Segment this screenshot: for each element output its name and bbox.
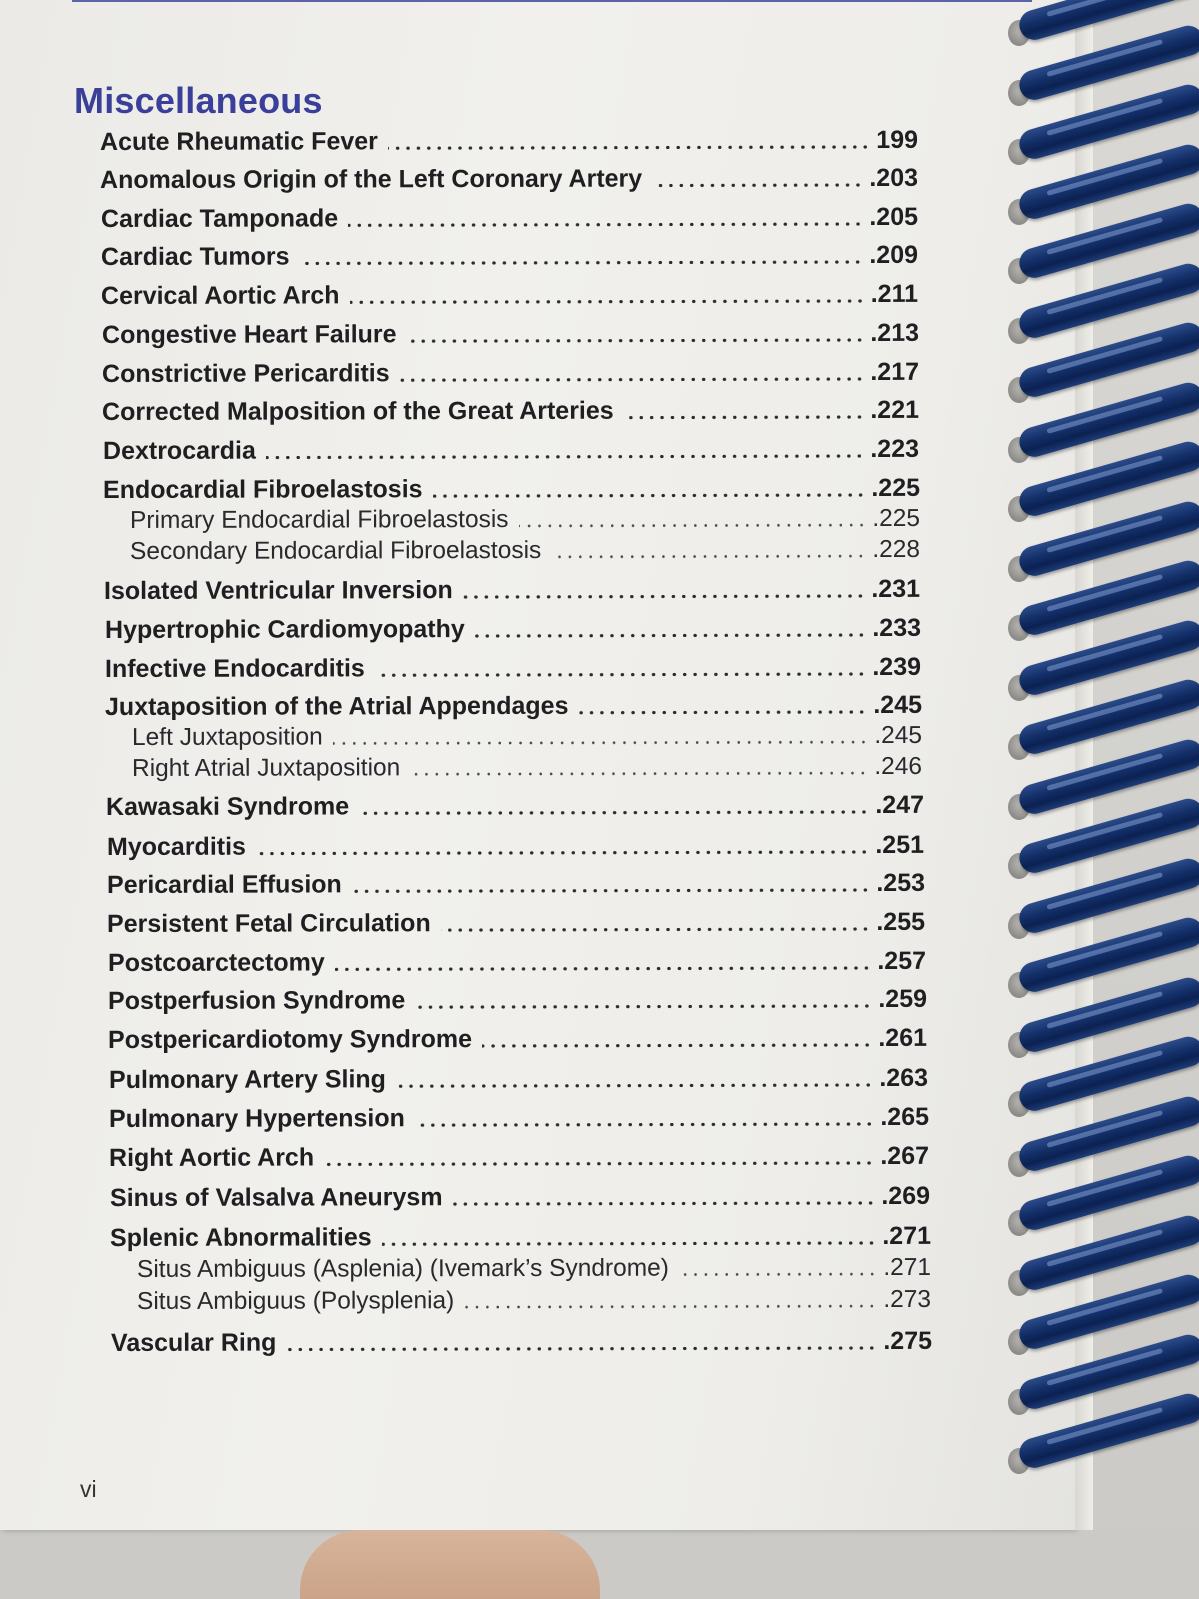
dot-leader xyxy=(359,810,869,815)
toc-entry xyxy=(108,947,926,978)
toc-entry-title: Situs Ambiguus (Polysplenia) xyxy=(136,1287,455,1315)
toc-entry-page: .255 xyxy=(876,907,926,936)
dot-leader xyxy=(519,523,867,528)
toc-entry-page: .209 xyxy=(869,240,919,269)
page-number: vi xyxy=(80,1476,97,1502)
dot-leader xyxy=(410,771,868,776)
toc-subentry xyxy=(137,1286,931,1316)
dot-leader xyxy=(352,888,871,893)
dot-leader xyxy=(475,633,867,638)
dot-leader xyxy=(415,1122,874,1127)
toc-entry xyxy=(102,396,919,427)
toc-entry-page: .269 xyxy=(881,1181,931,1210)
dot-leader xyxy=(407,338,865,343)
toc-entry-page: .239 xyxy=(872,652,922,681)
toc-entry-title: Infective Endocarditis xyxy=(104,654,365,683)
toc-entry xyxy=(106,791,924,822)
dot-leader xyxy=(551,554,866,559)
toc-entry xyxy=(109,1103,929,1134)
toc-entry xyxy=(101,203,918,234)
dot-leader xyxy=(400,377,865,382)
toc-subentry xyxy=(137,1254,931,1284)
dot-leader xyxy=(348,222,863,227)
toc-entry-page: .225 xyxy=(871,473,921,502)
toc-entry-title: Cardiac Tumors xyxy=(100,242,290,271)
toc-entry-page: .223 xyxy=(870,434,920,463)
dot-leader xyxy=(482,1043,872,1048)
toc-entry xyxy=(105,653,921,684)
toc-entry-title: Isolated Ventricular Inversion xyxy=(103,576,453,605)
toc-entry-title: Postcoarctectomy xyxy=(107,948,325,977)
toc-entry-page: .253 xyxy=(876,868,926,897)
dot-leader xyxy=(652,183,863,188)
toc-entry-title: Left Juxtaposition xyxy=(131,723,323,751)
dot-leader xyxy=(388,145,870,150)
toc-entry-title: Acute Rheumatic Fever xyxy=(99,127,378,156)
toc-entry xyxy=(101,241,918,272)
toc-entry-page: .213 xyxy=(870,318,920,347)
toc-entry-title: Cervical Aortic Arch xyxy=(100,281,340,310)
dot-leader xyxy=(578,710,867,715)
toc-subentry xyxy=(132,722,922,752)
toc-entry xyxy=(103,474,920,505)
toc-entry xyxy=(107,869,925,900)
toc-entry xyxy=(102,358,919,389)
toc-entry-title: Sinus of Valsalva Aneurysm xyxy=(109,1183,443,1212)
toc-subentry xyxy=(130,536,920,566)
dot-leader xyxy=(350,299,865,304)
toc-entry-page: .225 xyxy=(872,504,921,533)
toc-entry-title: Juxtaposition of the Atrial Appendages xyxy=(104,691,569,721)
toc-entry-title: Myocarditis xyxy=(106,832,246,861)
toc-entry xyxy=(108,1024,927,1055)
finger xyxy=(300,1530,600,1599)
toc-entry-page: .231 xyxy=(871,574,921,603)
dot-leader xyxy=(453,1201,876,1206)
toc-entry-title: Hypertrophic Cardiomyopathy xyxy=(104,615,465,644)
toc-entry-title: Constrictive Pericarditis xyxy=(101,359,390,388)
dot-leader xyxy=(415,1004,872,1009)
dot-leader xyxy=(286,1346,877,1352)
toc-entry xyxy=(100,126,918,157)
dot-leader xyxy=(324,1161,874,1166)
dot-leader xyxy=(299,260,863,265)
toc-entry-page: .251 xyxy=(875,830,925,859)
toc-entry xyxy=(102,319,919,350)
toc-entry xyxy=(110,1182,930,1213)
dot-leader xyxy=(464,1304,877,1309)
toc-entry-page: .273 xyxy=(883,1285,932,1314)
toc-entry-page: .275 xyxy=(883,1326,933,1355)
toc-entry-title: Congestive Heart Failure xyxy=(101,320,397,349)
toc-entry-page: .263 xyxy=(879,1063,929,1092)
toc-entry-page: .271 xyxy=(882,1221,932,1250)
toc-entry-page: .265 xyxy=(880,1102,930,1131)
toc-entry-page: .245 xyxy=(874,721,923,750)
toc-entry-title: Pulmonary Artery Sling xyxy=(108,1065,386,1094)
toc-entry-page: .261 xyxy=(878,1023,928,1052)
toc-entry-title: Persistent Fetal Circulation xyxy=(106,909,431,938)
toc-entry xyxy=(107,831,924,862)
toc-entry xyxy=(108,985,927,1016)
toc-entry-title: Secondary Endocardial Fibroelastosis xyxy=(129,536,542,565)
toc-entry-page: .245 xyxy=(873,690,923,719)
toc-subentry xyxy=(130,505,920,535)
dot-leader xyxy=(396,1083,873,1088)
toc-entry xyxy=(105,614,921,645)
toc-entry-title: Postpericardiotomy Syndrome xyxy=(107,1025,473,1054)
toc-entry-title: Primary Endocardial Fibroelastosis xyxy=(129,506,509,534)
toc-entry-title: Splenic Abnormalities xyxy=(109,1223,372,1252)
toc-entry-title: Pericardial Effusion xyxy=(106,870,342,899)
toc-entry-page: .221 xyxy=(870,395,920,424)
toc-entry xyxy=(105,691,922,722)
dot-leader xyxy=(382,1241,877,1246)
toc-entry-page: .203 xyxy=(869,163,919,192)
toc-entry xyxy=(109,1064,928,1095)
dot-leader xyxy=(335,966,872,971)
dot-leader xyxy=(256,850,869,856)
toc-entry xyxy=(104,575,920,606)
toc-entry-title: Kawasaki Syndrome xyxy=(105,792,350,821)
dot-leader xyxy=(679,1272,877,1277)
dot-leader xyxy=(463,594,866,599)
toc-entry-page: .247 xyxy=(875,790,925,819)
toc-entry-title: Corrected Malposition of the Great Arteries xyxy=(101,396,614,426)
toc-entry-page: .217 xyxy=(870,357,920,386)
toc-entry-title: Vascular Ring xyxy=(110,1328,277,1357)
toc-entry-page: .228 xyxy=(872,535,921,564)
toc-entry-page: 199 xyxy=(876,125,919,154)
toc-entry-page: .246 xyxy=(874,752,923,781)
dot-leader xyxy=(266,454,864,460)
toc-entry-title: Right Aortic Arch xyxy=(108,1143,315,1172)
toc-entry-title: Situs Ambiguus (Asplenia) (Ivemark’s Syndrome) xyxy=(136,1254,669,1283)
toc-entry-page: .211 xyxy=(870,279,919,308)
toc-entry-title: Cardiac Tamponade xyxy=(100,204,339,233)
toc-entry-page: .271 xyxy=(883,1253,932,1282)
toc-entry xyxy=(110,1222,931,1253)
spiral-binding xyxy=(1000,0,1199,1530)
toc-entry-page: .205 xyxy=(869,202,919,231)
toc-entry xyxy=(100,164,918,195)
toc-entry-title: Anomalous Origin of the Left Coronary Artery xyxy=(99,164,643,194)
toc-entry-title: Postperfusion Syndrome xyxy=(107,986,406,1015)
toc-entry-title: Pulmonary Hypertension xyxy=(108,1104,405,1133)
toc-entry-page: .233 xyxy=(872,613,922,642)
toc-entry xyxy=(109,1142,929,1173)
toc-entry xyxy=(101,280,918,311)
toc-entry-title: Right Atrial Juxtaposition xyxy=(131,754,401,782)
dot-leader xyxy=(624,415,865,420)
toc-subentry xyxy=(132,753,922,783)
toc-entry xyxy=(111,1327,932,1358)
toc-entry-page: .257 xyxy=(877,946,927,975)
toc-entry xyxy=(107,908,925,939)
toc-entry-title: Dextrocardia xyxy=(102,436,256,465)
toc-entry-page: .259 xyxy=(878,984,928,1013)
section-heading: Miscellaneous xyxy=(74,80,323,121)
toc-entry-page: .267 xyxy=(880,1141,930,1170)
dot-leader xyxy=(441,927,871,932)
toc-entry xyxy=(103,435,919,466)
dot-leader xyxy=(333,740,869,745)
toc-entry-title: Endocardial Fibroelastosis xyxy=(102,475,423,504)
dot-leader xyxy=(375,672,867,677)
dot-leader xyxy=(433,493,866,498)
